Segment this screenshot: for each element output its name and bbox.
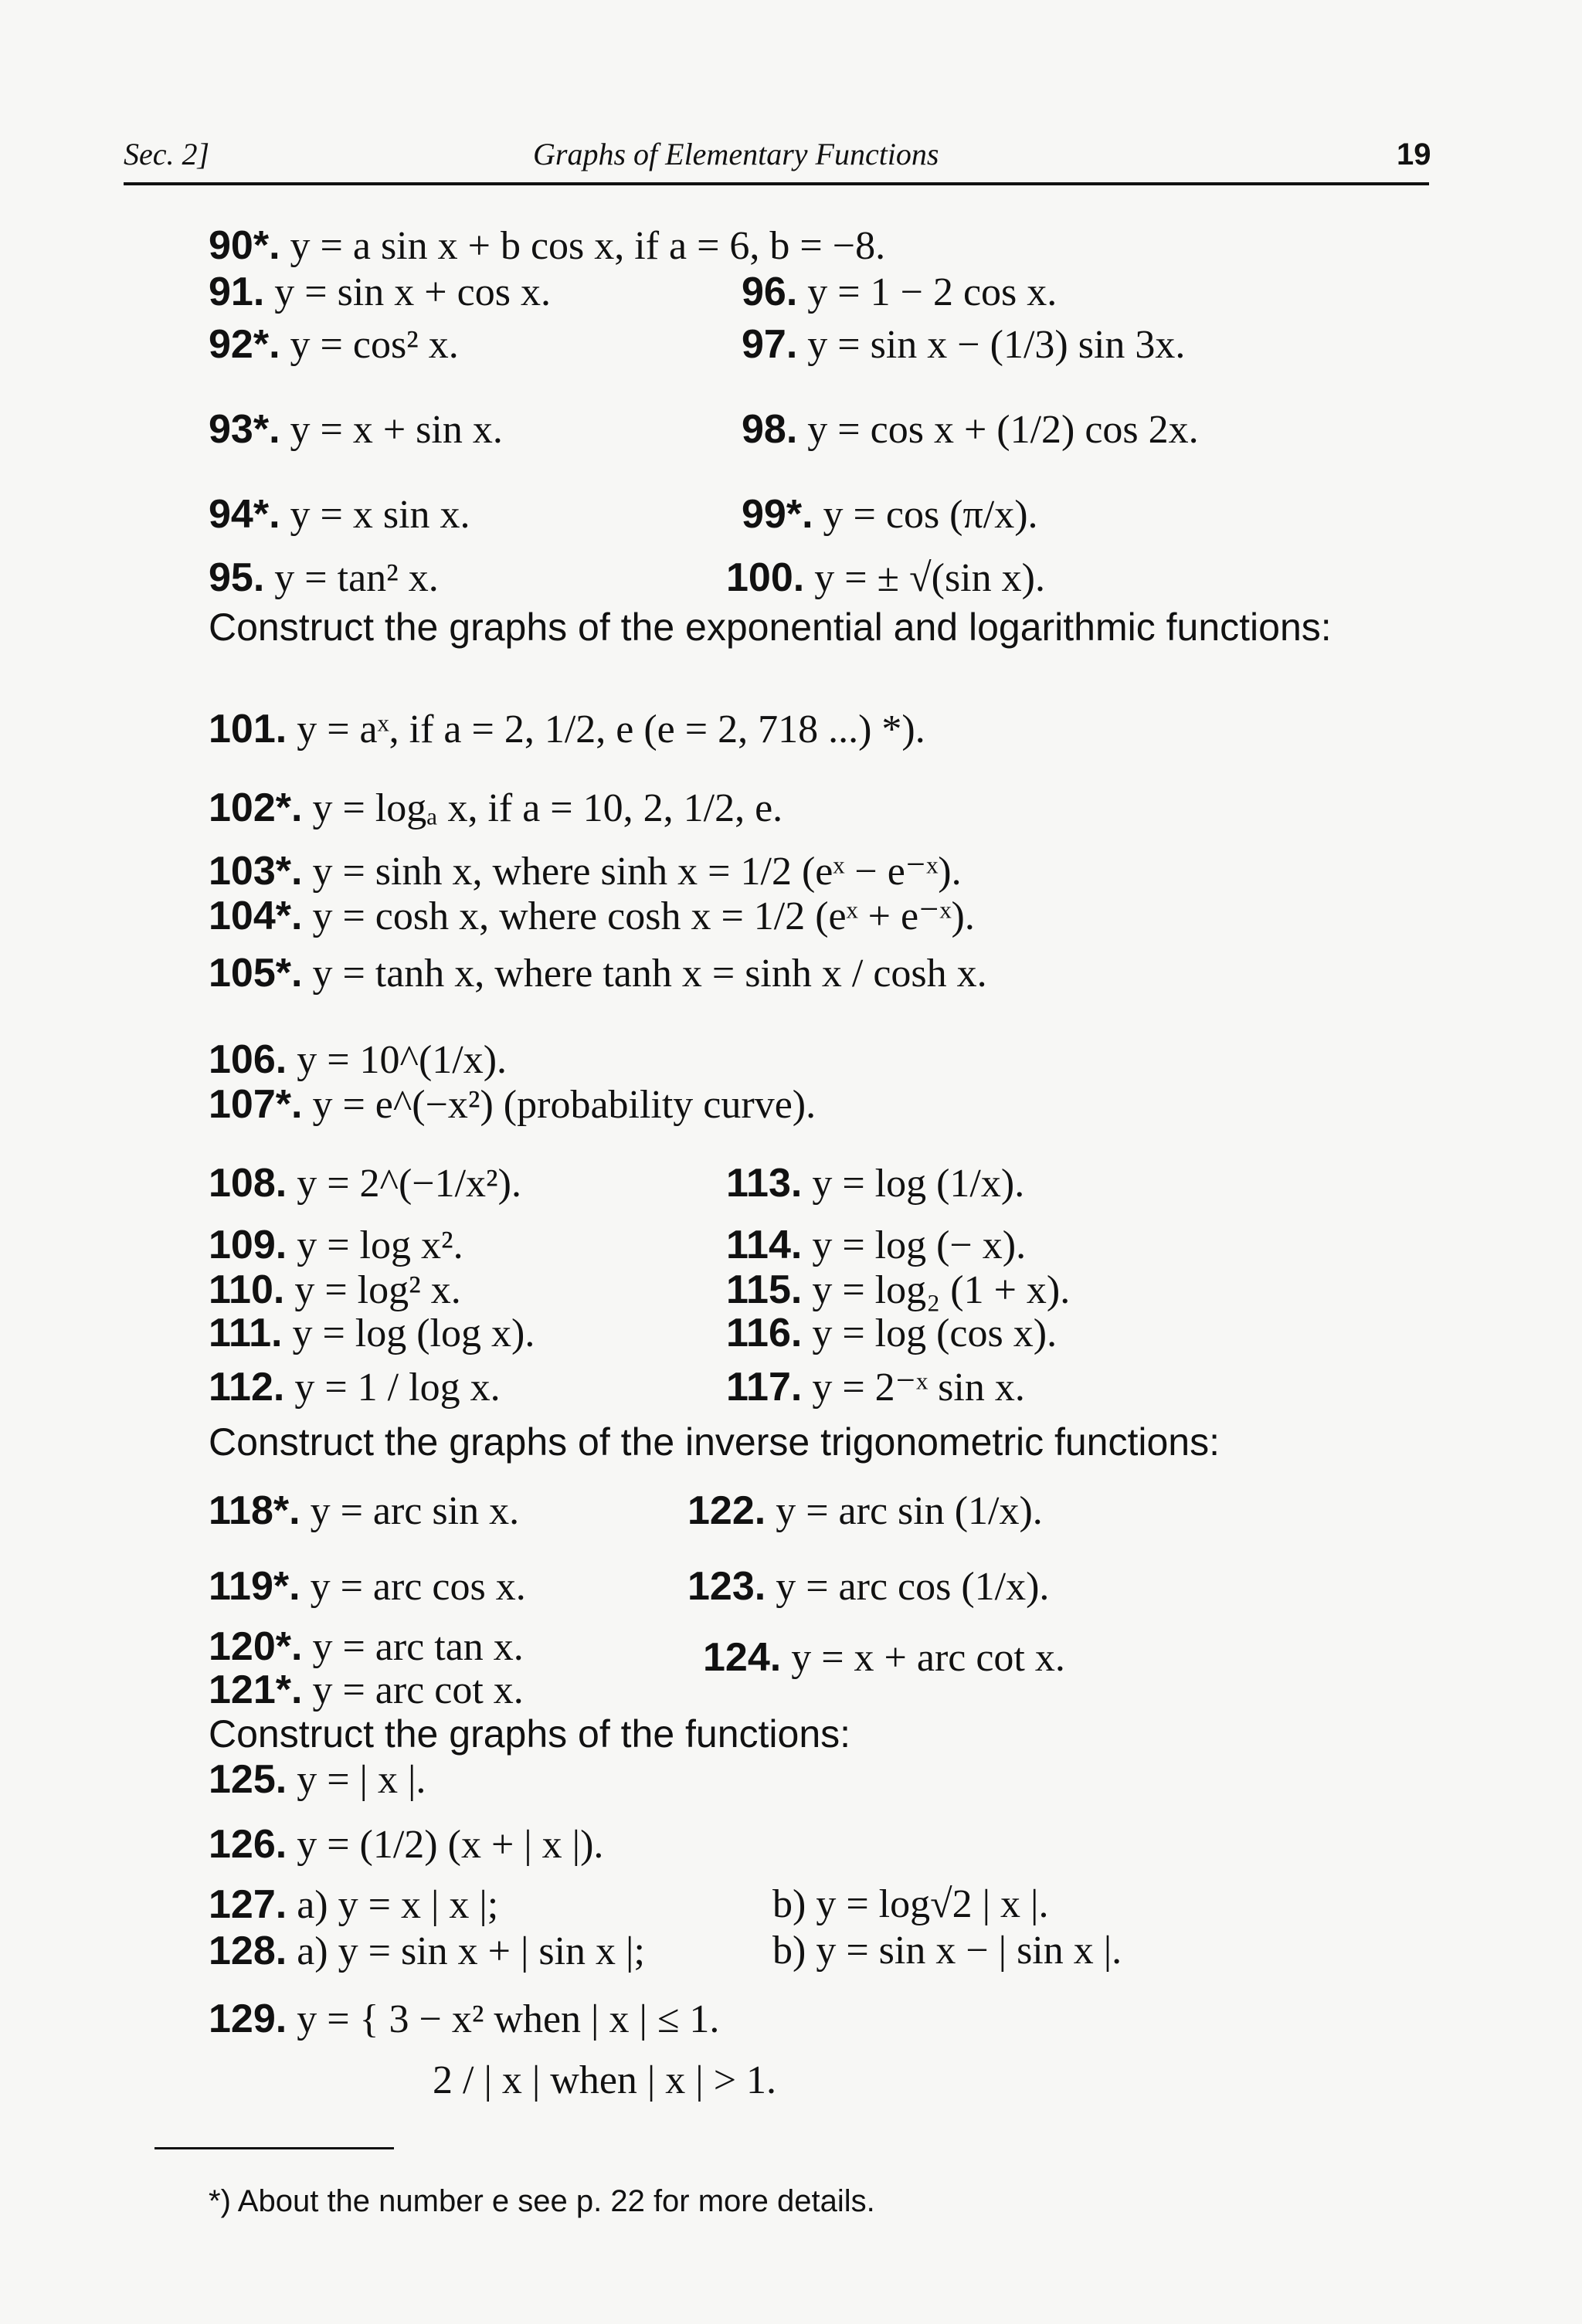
problem-number: 115. xyxy=(726,1267,803,1312)
problem-expression: y = a sin x + b cos x, if a = 6, b = −8. xyxy=(290,224,886,268)
problem-expression: b) y = log√2 | x |. xyxy=(772,1882,1049,1926)
problem-number: 123. xyxy=(687,1564,766,1609)
problem-expression: y = aˣ, if a = 2, 1/2, e (e = 2, 718 ...) *). xyxy=(297,707,925,751)
problem-109 xyxy=(209,1225,463,1266)
problem-117 xyxy=(726,1367,1025,1408)
problem-expression: y = tanh x, where tanh x = sinh x / cosh x. xyxy=(312,952,987,996)
problem-number: 107*. xyxy=(209,1082,303,1127)
problem-number: 96. xyxy=(742,270,798,314)
problem-expression: y = 2^(−1/x²). xyxy=(297,1162,521,1206)
problem-112 xyxy=(209,1367,501,1408)
problem-118 xyxy=(209,1488,520,1533)
section-label: Sec. 2] xyxy=(124,137,210,171)
problem-expression: y = 10^(1/x). xyxy=(297,1038,508,1082)
problem-107 xyxy=(209,1084,816,1125)
problem-number: 114. xyxy=(726,1223,803,1267)
problem-expression: y = arc cot x. xyxy=(312,1668,524,1712)
problem-96 xyxy=(742,272,1057,313)
problem-expression: b) y = sin x − | sin x |. xyxy=(772,1929,1122,1973)
problem-number: 127. xyxy=(209,1882,287,1927)
problem-104 xyxy=(209,896,975,937)
problem-expression: y = log² x. xyxy=(294,1268,461,1312)
problem-number: 118*. xyxy=(209,1488,300,1533)
footnote: *) About the number e see p. 22 for more details. xyxy=(209,2184,875,2218)
problem-expression: y = cos (π/x). xyxy=(823,493,1038,537)
problem-expression: y = arc sin (1/x). xyxy=(776,1489,1043,1533)
problem-expression: 2 / | x | when | x | > 1. xyxy=(433,2058,777,2102)
problem-number: 95. xyxy=(209,555,265,600)
problem-102 xyxy=(209,785,783,830)
problem-128b xyxy=(772,1931,1122,1971)
problem-expression: y = log (1/x). xyxy=(812,1162,1025,1206)
problem-95 xyxy=(209,555,439,600)
problem-number: 103*. xyxy=(209,849,303,894)
problem-124 xyxy=(703,1637,1065,1678)
problem-number: 105*. xyxy=(209,951,303,996)
problem-91 xyxy=(209,272,551,313)
problem-number: 102*. xyxy=(209,785,303,830)
problem-expression: y = { 3 − x² when | x | ≤ 1. xyxy=(297,1997,720,2041)
problem-number: 93*. xyxy=(209,407,280,452)
problem-number: 125. xyxy=(209,1757,287,1802)
problem-expression: y = tan² x. xyxy=(274,556,439,600)
problem-expression: y = arc cos x. xyxy=(310,1565,526,1609)
problem-expression: y = arc tan x. xyxy=(312,1625,524,1669)
problem-expression: y = (1/2) (x + | x |). xyxy=(297,1823,604,1867)
problem-105 xyxy=(209,953,987,994)
problem-97 xyxy=(742,324,1185,365)
problem-111 xyxy=(209,1313,535,1354)
problem-number: 111. xyxy=(209,1311,283,1355)
problem-expression: y = sinh x, where sinh x = 1/2 (eˣ − e⁻ˣ). xyxy=(312,850,962,894)
problem-93 xyxy=(209,409,503,450)
problem-number: 98. xyxy=(742,407,798,452)
problem-108 xyxy=(209,1163,521,1204)
problem-expression: y = cos x + (1/2) cos 2x. xyxy=(807,408,1199,452)
problem-expression: y = log (− x). xyxy=(812,1223,1027,1267)
problem-number: 94*. xyxy=(209,492,280,537)
problem-number: 92*. xyxy=(209,322,280,367)
problem-number: 120*. xyxy=(209,1624,303,1669)
problem-98 xyxy=(742,409,1199,450)
problem-number: 91. xyxy=(209,270,265,314)
problem-106 xyxy=(209,1037,508,1082)
problem-number: 119*. xyxy=(209,1564,300,1609)
problem-expression: y = x + sin x. xyxy=(290,408,503,452)
problem-number: 121*. xyxy=(209,1668,303,1712)
problem-number: 108. xyxy=(209,1161,287,1206)
problem-expression: a) y = x | x |; xyxy=(297,1883,499,1927)
problem-90 xyxy=(209,223,886,268)
problem-number: 101. xyxy=(209,707,287,751)
problem-number: 100. xyxy=(726,555,805,600)
problem-expression: y = cos² x. xyxy=(290,323,459,367)
problem-126 xyxy=(209,1824,603,1865)
problem-number: 109. xyxy=(209,1223,287,1267)
problem-expression: y = | x |. xyxy=(297,1758,426,1802)
problem-expression: a) y = sin x + | sin x |; xyxy=(297,1929,645,1973)
problem-127b xyxy=(772,1882,1049,1926)
problem-expression: y = x sin x. xyxy=(290,493,470,537)
problem-116 xyxy=(726,1313,1057,1354)
problem-123 xyxy=(687,1566,1049,1607)
problem-103 xyxy=(209,851,962,892)
problem-119 xyxy=(209,1566,526,1607)
problem-expression: y = cosh x, where cosh x = 1/2 (eˣ + e⁻ˣ). xyxy=(312,894,975,938)
problem-number: 122. xyxy=(687,1488,766,1533)
page-title: Graphs of Elementary Functions xyxy=(533,137,939,171)
problem-129-case2 xyxy=(433,2058,777,2102)
problem-expression: y = log (log x). xyxy=(292,1311,535,1355)
problem-number: 90*. xyxy=(209,223,280,268)
problem-expression: y = e^(−x²) (probability curve). xyxy=(312,1083,816,1127)
problem-expression: y = sin x − (1/3) sin 3x. xyxy=(807,323,1186,367)
problem-129-case1 xyxy=(209,1999,719,2040)
header-rule xyxy=(124,182,1429,185)
problem-number: 117. xyxy=(726,1365,803,1410)
problem-expression: y = ± √(sin x). xyxy=(814,556,1045,600)
problem-number: 124. xyxy=(703,1635,782,1680)
problem-expression: y = x + arc cot x. xyxy=(791,1636,1065,1680)
problem-expression: y = sin x + cos x. xyxy=(274,270,551,314)
problem-number: 113. xyxy=(726,1161,803,1206)
problem-128a xyxy=(209,1931,645,1972)
problem-101 xyxy=(209,709,925,750)
problem-expression: y = arc sin x. xyxy=(310,1489,520,1533)
problem-114 xyxy=(726,1225,1026,1266)
paragraph-inverse-trig: Construct the graphs of the inverse trigonometric functions: xyxy=(209,1420,1220,1464)
problem-expression: y = logₐ x, if a = 10, 2, 1/2, e. xyxy=(312,786,783,830)
paragraph-functions: Construct the graphs of the functions: xyxy=(209,1712,851,1756)
problem-expression: y = arc cos (1/x). xyxy=(776,1565,1050,1609)
problem-94 xyxy=(209,494,470,535)
problem-number: 104*. xyxy=(209,894,303,938)
problem-number: 110. xyxy=(209,1267,285,1312)
problem-127a xyxy=(209,1882,499,1927)
problem-125 xyxy=(209,1759,426,1800)
problem-113 xyxy=(726,1163,1024,1204)
problem-number: 97. xyxy=(742,322,798,367)
problem-number: 126. xyxy=(209,1822,287,1867)
problem-number: 129. xyxy=(209,1997,287,2041)
problem-expression: y = 1 / log x. xyxy=(294,1366,501,1410)
problem-expression: y = log₂ (1 + x). xyxy=(812,1268,1071,1312)
problem-expression: y = 2⁻ˣ sin x. xyxy=(812,1366,1025,1410)
problem-110 xyxy=(209,1267,461,1312)
problem-100 xyxy=(726,555,1045,600)
problem-number: 99*. xyxy=(742,492,813,537)
problem-121 xyxy=(209,1670,524,1711)
problem-92 xyxy=(209,324,459,365)
paragraph-exp-log: Construct the graphs of the exponential and logarithmic functions: xyxy=(209,606,1332,649)
problem-number: 128. xyxy=(209,1929,287,1973)
problem-122 xyxy=(687,1488,1043,1533)
problem-expression: y = log x². xyxy=(297,1223,463,1267)
problem-number: 112. xyxy=(209,1365,285,1410)
page-number: 19 xyxy=(1397,137,1431,171)
problem-expression: y = log (cos x). xyxy=(812,1311,1057,1355)
problem-115 xyxy=(726,1267,1071,1312)
problem-expression: y = 1 − 2 cos x. xyxy=(807,270,1057,314)
problem-number: 106. xyxy=(209,1037,287,1082)
problem-99 xyxy=(742,494,1038,535)
footnote-rule xyxy=(154,2147,394,2149)
problem-120 xyxy=(209,1624,524,1669)
problem-number: 116. xyxy=(726,1311,803,1355)
